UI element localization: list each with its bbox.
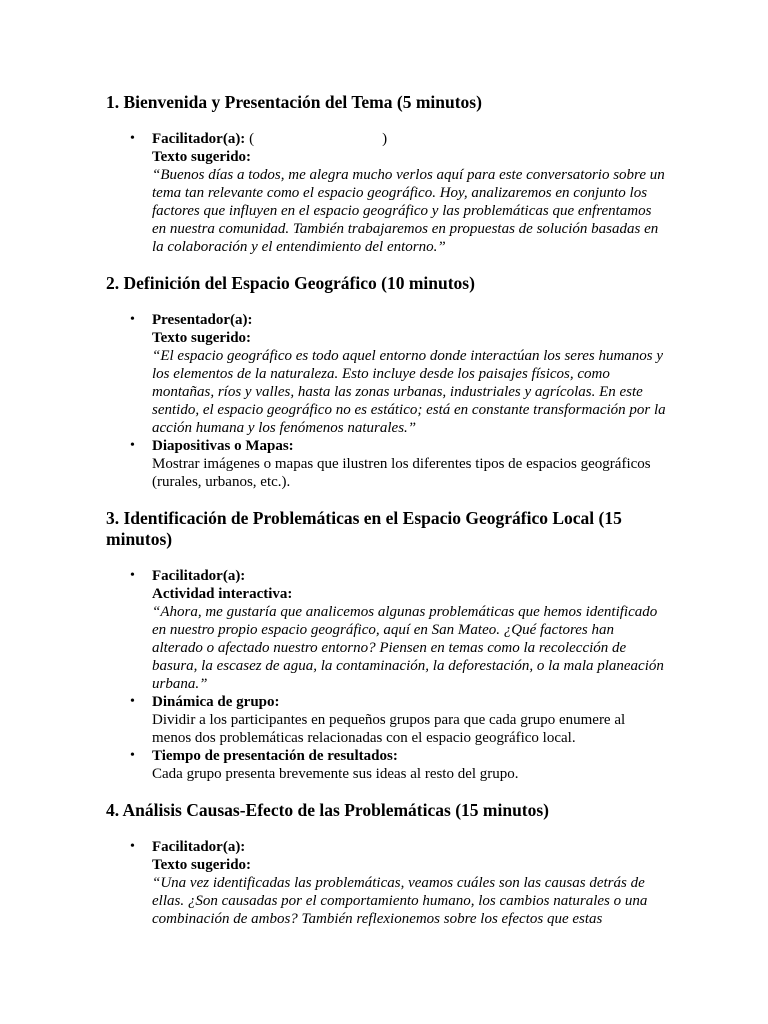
item-label: • Tiempo de presentación de resultados: [152,748,398,764]
item-label: • Presentador(a): [152,312,253,328]
section-4-list [106,838,666,928]
list-item [152,693,666,747]
item-quote: “El espacio geográfico es todo aquel entorno donde interactúan los seres humanos y los elementos de la naturaleza. Esto incluye desde los paisajes físicos, como montañas, ríos y valles, hasta las zonas urbanas, industriales y agrícolas. En este sentido, el espacio geográfico no es estático; está en constante transformación por la acción humana y los fenómenos naturales.” [152,348,666,436]
item-sub-label: Texto sugerido: [152,149,252,165]
list-item [152,437,666,491]
item-sub-label: Texto sugerido: [152,857,252,873]
section-3-heading: 3. Identificación de Problemáticas en el Espacio Geográfico Local (15 minutos) [106,508,622,549]
item-sub-label: Actividad interactiva: [152,586,293,602]
list-item [152,567,666,693]
document-page [106,92,666,928]
section-3-list [106,567,666,783]
item-quote: “Una vez identificadas las problemáticas, veamos cuáles son las causas detrás de ellas. ¿Son causadas por el comportamiento humano, los cambios naturales o una combinación de ambos? También reflexionemos sobre los efectos que estas [152,875,648,927]
item-quote: “Buenos días a todos, me alegra mucho verlos aquí para este conversatorio sobre un tema tan relevante como el espacio geográfico. Hoy, analizaremos en conjunto los factores que influyen en el espacio geográfico y las problemáticas que enfrentamos en nuestra comunidad. También trabajaremos en propuestas de solución basadas en la colaboración y el entendimiento del entorno.” [152,167,665,255]
item-label: Facilitador(a): [152,131,246,147]
section-2-heading: 2. Definición del Espacio Geográfico (10 minutos) [106,273,475,293]
item-label: • Diapositivas o Mapas: [152,438,294,454]
list-item [152,747,666,783]
paren-open: ( [245,131,255,147]
section-1-list [106,130,666,256]
item-label: • Dinámica de grupo: [152,694,280,710]
paren-close: ) [382,131,388,147]
item-text: Mostrar imágenes o mapas que ilustren los diferentes tipos de espacios geográficos (rurales, urbanos, etc.). [152,456,651,490]
section-1-heading: 1. Bienvenida y Presentación del Tema (5 minutos) [106,92,482,112]
list-item [152,838,666,928]
item-label: • Facilitador(a): [152,839,246,855]
item-label: • Facilitador(a): [152,568,246,584]
item-quote: “Ahora, me gustaría que analicemos algunas problemáticas que hemos identificado en nuestro propio espacio geográfico, aquí en San Mateo. ¿Qué factores han alterado o afectado nuestro entorno? Piensen en temas como la recolección de basura, la escasez de agua, la contaminación, la deforestación, o la mala planeación urbana.” [152,604,664,692]
item-text: Cada grupo presenta brevemente sus ideas al resto del grupo. [152,766,519,782]
list-item [152,311,666,437]
section-4-heading: 4. Análisis Causas-Efecto de las Problemáticas (15 minutos) [106,800,550,820]
item-sub-label: Texto sugerido: [152,330,252,346]
item-text: Dividir a los participantes en pequeños grupos para que cada grupo enumere al menos dos problemáticas relacionadas con el espacio geográfico local. [152,712,626,746]
list-item [152,130,666,256]
section-2-list [106,311,666,491]
